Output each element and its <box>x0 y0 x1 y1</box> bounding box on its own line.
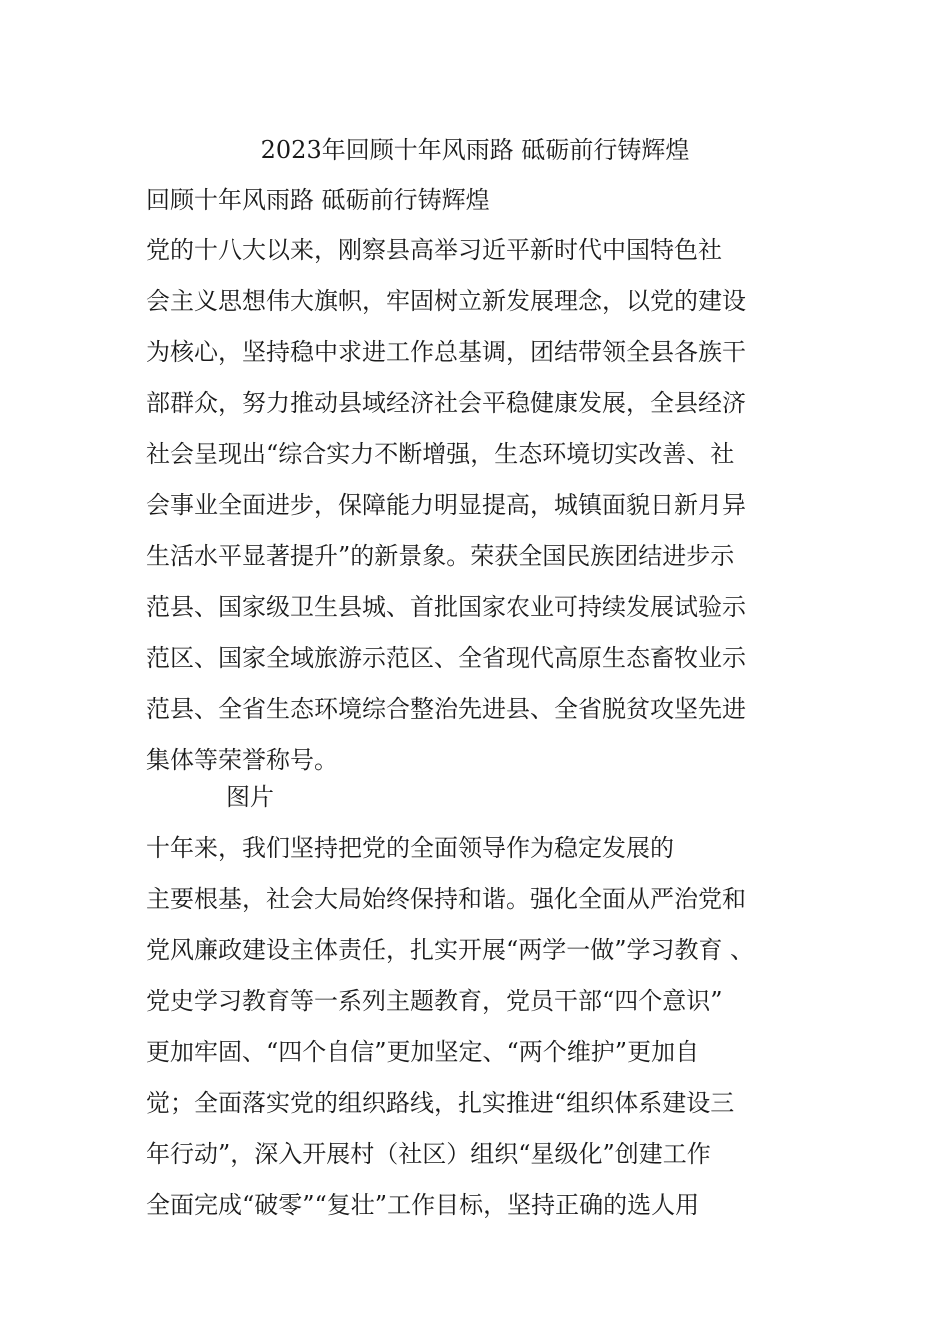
document-title: 2023年回顾十年风雨路 砥砺前行铸辉煌 <box>260 136 690 164</box>
image-caption: 图片 <box>226 783 274 811</box>
text-line: 为核心，坚持稳中求进工作总基调，团结带领全县各族干 <box>146 338 746 366</box>
text-line: 主要根基，社会大局始终保持和谐。强化全面从严治党和 <box>146 885 746 913</box>
text-line: 年行动”，深入开展村（社区）组织“星级化”创建工作 <box>146 1140 711 1168</box>
text-line: 范县、全省生态环境综合整治先进县、全省脱贫攻坚先进 <box>146 695 746 723</box>
text-line: 党风廉政建设主体责任，扎实开展“两学一做”学习教育 、 <box>146 936 755 964</box>
text-line: 更加牢固、“四个自信”更加坚定、“两个维护”更加自 <box>146 1038 700 1066</box>
text-line: 党史学习教育等一系列主题教育，党员干部“四个意识” <box>146 987 723 1015</box>
text-line: 会主义思想伟大旗帜，牢固树立新发展理念，以党的建设 <box>146 287 746 315</box>
text-line: 社会呈现出“综合实力不断增强，生态环境切实改善、社 <box>146 440 735 468</box>
text-line: 党的十八大以来，刚察县高举习近平新时代中国特色社 <box>146 236 722 264</box>
text-line: 觉；全面落实党的组织路线，扎实推进“组织体系建设三 <box>146 1089 735 1117</box>
text-line: 部群众，努力推动县域经济社会平稳健康发展，全县经济 <box>146 389 746 417</box>
text-line: 全面完成“破零”“复壮”工作目标，坚持正确的选人用 <box>146 1191 700 1219</box>
text-line: 会事业全面进步，保障能力明显提高，城镇面貌日新月异 <box>146 491 746 519</box>
text-line: 生活水平显著提升”的新景象。荣获全国民族团结进步示 <box>146 542 735 570</box>
paragraph-1 <box>146 225 746 786</box>
document-subtitle: 回顾十年风雨路 砥砺前行铸辉煌 <box>146 186 490 214</box>
paragraph-2 <box>146 823 754 1231</box>
text-line: 十年来，我们坚持把党的全面领导作为稳定发展的 <box>146 834 674 862</box>
text-line: 范县、国家级卫生县城、首批国家农业可持续发展试验示 <box>146 593 746 621</box>
text-line: 范区、国家全域旅游示范区、全省现代高原生态畜牧业示 <box>146 644 746 672</box>
text-line: 集体等荣誉称号。 <box>146 746 338 774</box>
